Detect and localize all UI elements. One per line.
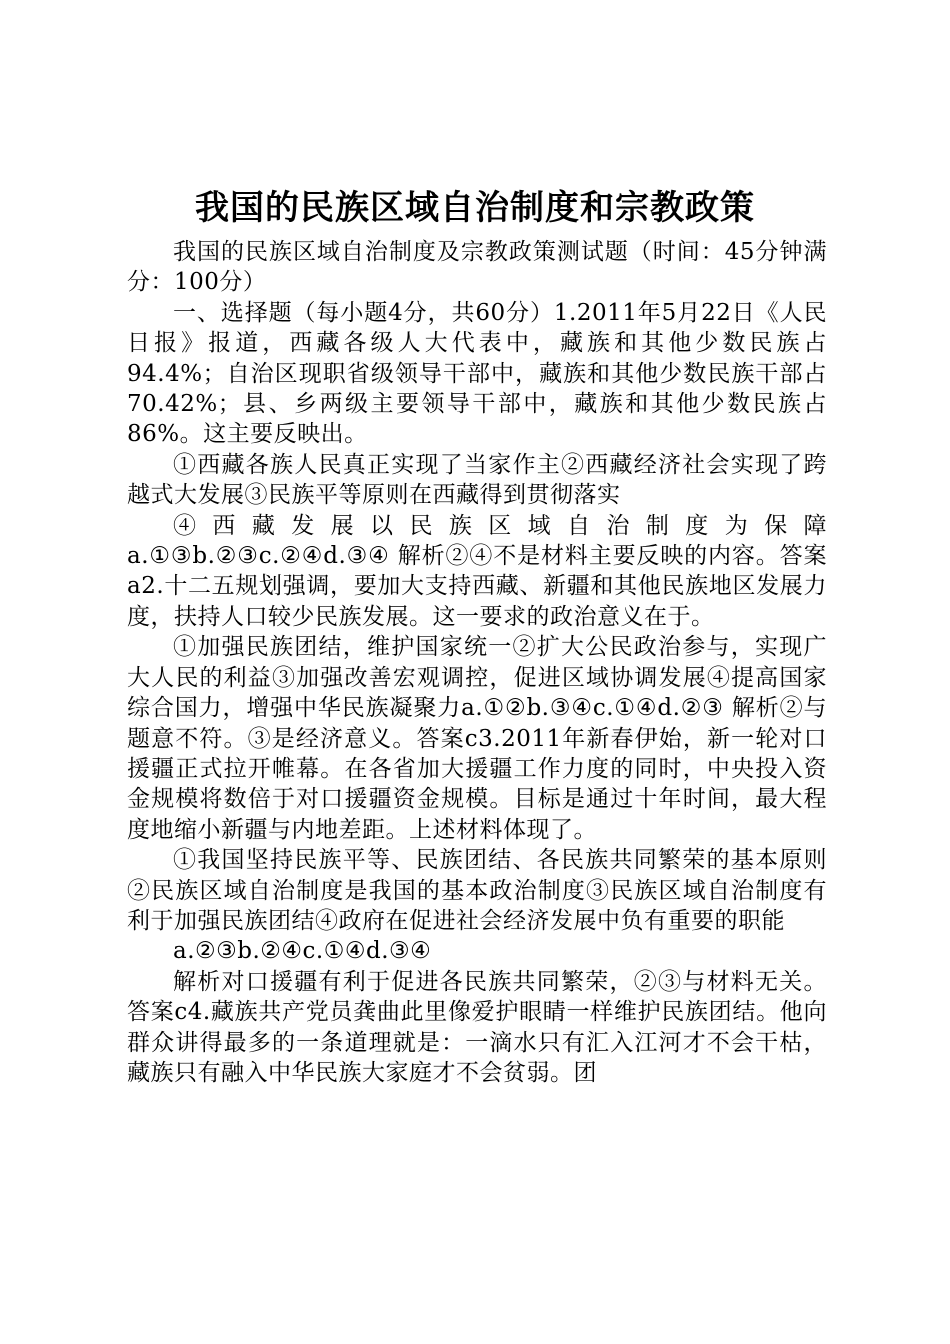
paragraph-question-1: 一、选择题（每小题4分，共60分）1.2011年5月22日《人民日报》报道，西藏各级人大代表中，藏族和其他少数民族占94.4%；自治区现职省级领导干部中，藏族和其他少数民族干部占70.42%；县、乡两级主要领导干部中，藏族和其他少数民族占86%。这主要反映出。 bbox=[127, 299, 827, 448]
document-body bbox=[127, 237, 827, 1088]
paragraph-q2-answer-q3: ①加强民族团结，维护国家统一②扩大公民政治参与，实现广大人民的利益③加强改善宏观调控，促进区域协调发展④提高国家综合国力，增强中华民族凝聚力a.①②b.③④c.①④d.②③ 解析②与题意不符。③是经济意义。答案c3.2011年新春伊始，新一轮对口援疆正式拉开帷幕。在各省加大援疆工作力度的同时，中央投入资金规模将数倍于对口援疆资金规模。目标是通过十年时间，最大程度地缩小新疆与内地差距。上述材料体现了。 bbox=[127, 634, 827, 843]
document-title: 我国的民族区域自治制度和宗教政策 bbox=[195, 188, 755, 228]
paragraph-q1-answer-q2: ④西藏发展以民族区域自治制度为保障a.①③b.②③c.②④d.③④ 解析②④不是材料主要反映的内容。答案a2.十二五规划强调，要加大支持西藏、新疆和其他民族地区发展力度，扶持人口较少民族发展。这一要求的政治意义在于。 bbox=[127, 512, 827, 630]
paragraph-q3-answer-q4: 解析对口援疆有利于促进各民族共同繁荣，②③与材料无关。答案c4.藏族共产党员龚曲此里像爱护眼睛一样维护民族团结。他向群众讲得最多的一条道理就是：一滴水只有汇入江河才不会干枯，藏族只有融入中华民族大家庭才不会贫弱。团 bbox=[127, 968, 827, 1086]
paragraph-test-header: 我国的民族区域自治制度及宗教政策测试题（时间：45分钟满分：100分） bbox=[127, 239, 827, 296]
paragraph-q3-choices: a.②③b.②④c.①④d.③④ bbox=[173, 938, 432, 965]
paragraph-q3-options: ①我国坚持民族平等、民族团结、各民族共同繁荣的基本原则②民族区域自治制度是我国的基本政治制度③民族区域自治制度有利于加强民族团结④政府在促进社会经济发展中负有重要的职能 bbox=[127, 847, 827, 934]
paragraph-q1-options: ①西藏各族人民真正实现了当家作主②西藏经济社会实现了跨越式大发展③民族平等原则在西藏得到贯彻落实 bbox=[127, 451, 827, 509]
